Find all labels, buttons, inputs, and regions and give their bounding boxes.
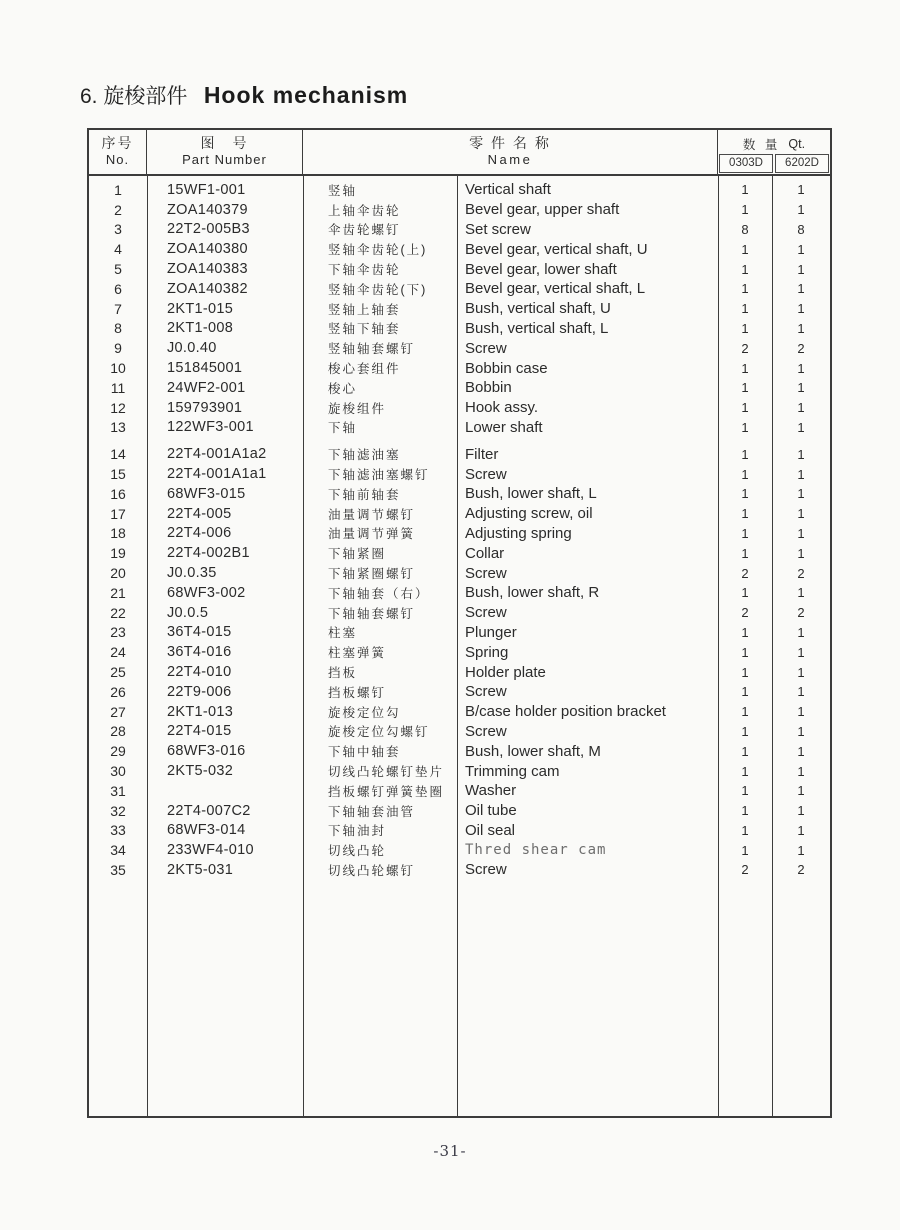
cell-qty-6202d: 1 xyxy=(797,664,805,680)
cell-name-chinese: 下轴轴套螺钉 xyxy=(328,606,416,621)
cell-name-english: Spring xyxy=(465,643,509,661)
cell-no: 33 xyxy=(110,822,126,839)
cell-name-english: Screw xyxy=(465,861,507,879)
cell-qty-6202d: 1 xyxy=(797,723,805,739)
cell-qty-0303d: 1 xyxy=(741,261,749,277)
cell-no: 15 xyxy=(110,466,126,483)
cell-part-number: 36T4-015 xyxy=(167,624,232,641)
cell-qty-0303d: 1 xyxy=(741,446,749,462)
cell-no: 21 xyxy=(110,584,126,601)
cell-qty-6202d: 2 xyxy=(797,565,805,581)
cell-qty-0303d: 1 xyxy=(741,743,749,759)
cell-qty-0303d: 1 xyxy=(741,466,749,482)
header-qty-models xyxy=(718,154,830,174)
table-column-divider xyxy=(772,174,773,1116)
cell-name-english: Hook assy. xyxy=(465,399,539,417)
cell-name-english: Collar xyxy=(465,544,505,562)
cell-qty-6202d: 1 xyxy=(797,704,805,720)
cell-qty-6202d: 1 xyxy=(797,380,805,396)
cell-no: 2 xyxy=(114,201,122,218)
cell-name-english: Bevel gear, vertical shaft, L xyxy=(465,280,646,298)
header-qty xyxy=(718,130,830,174)
header-qty-model-6202d: 6202D xyxy=(775,154,829,173)
cell-qty-6202d: 1 xyxy=(797,202,805,218)
cell-name-chinese: 挡板 xyxy=(328,666,358,681)
cell-name-chinese: 切线凸轮螺钉垫片 xyxy=(328,765,445,779)
cell-part-number: 233WF4-010 xyxy=(167,842,254,859)
cell-name-chinese: 竖轴伞齿轮(下) xyxy=(328,282,428,297)
cell-name-chinese: 挡板螺钉弹簧垫圈 xyxy=(328,784,445,799)
cell-qty-6202d: 1 xyxy=(797,545,805,561)
cell-name-chinese: 下轴 xyxy=(328,421,358,436)
cell-no: 20 xyxy=(110,565,126,582)
cell-name-chinese: 下轴滤油塞 xyxy=(328,448,401,463)
cell-qty-0303d: 2 xyxy=(741,340,749,356)
cell-name-english: B/case holder position bracket xyxy=(465,703,666,721)
cell-qty-6202d: 1 xyxy=(797,182,805,198)
cell-name-chinese: 柱塞 xyxy=(328,626,358,641)
cell-no: 18 xyxy=(110,525,126,542)
cell-name-english: Lower shaft xyxy=(465,418,543,436)
cell-no: 23 xyxy=(110,624,126,641)
cell-qty-0303d: 1 xyxy=(741,281,749,297)
cell-part-number: 22T9-006 xyxy=(167,683,232,700)
cell-name-chinese: 下轴伞齿轮 xyxy=(328,263,401,278)
cell-part-number: 24WF2-001 xyxy=(167,379,246,396)
cell-part-number: 68WF3-016 xyxy=(167,743,246,760)
cell-part-number: 22T4-005 xyxy=(167,505,232,522)
cell-qty-0303d: 1 xyxy=(741,585,749,601)
header-no xyxy=(89,130,147,174)
cell-no: 6 xyxy=(114,280,122,297)
cell-part-number: 2KT5-031 xyxy=(167,861,234,878)
cell-qty-0303d: 1 xyxy=(741,202,749,218)
cell-qty-6202d: 2 xyxy=(797,862,805,878)
cell-no: 27 xyxy=(110,703,126,720)
cell-name-chinese: 竖轴伞齿轮(上) xyxy=(328,243,428,258)
cell-qty-0303d: 1 xyxy=(741,400,749,416)
cell-qty-6202d: 1 xyxy=(797,763,805,779)
cell-part-number: ZOA140379 xyxy=(167,201,248,218)
cell-name-english: Holder plate xyxy=(465,663,546,681)
cell-qty-6202d: 2 xyxy=(797,605,805,621)
cell-qty-0303d: 2 xyxy=(741,862,749,878)
cell-qty-6202d: 1 xyxy=(797,241,805,257)
cell-qty-6202d: 1 xyxy=(797,743,805,759)
cell-name-english: Screw xyxy=(465,465,507,483)
cell-part-number: 22T4-002B1 xyxy=(167,545,250,562)
cell-no: 7 xyxy=(114,300,122,317)
section-title-english: Hook mechanism xyxy=(203,82,409,108)
cell-qty-6202d: 1 xyxy=(797,360,805,376)
cell-no: 26 xyxy=(110,683,126,700)
cell-part-number: 151845001 xyxy=(167,360,243,377)
header-qty-label xyxy=(718,130,830,154)
cell-name-chinese: 下轴紧圈螺钉 xyxy=(328,567,416,582)
cell-no: 29 xyxy=(110,743,126,760)
cell-qty-0303d: 2 xyxy=(741,565,749,581)
cell-qty-6202d: 2 xyxy=(797,340,805,356)
cell-qty-6202d: 8 xyxy=(797,221,805,237)
cell-part-number: 2KT1-013 xyxy=(167,703,234,720)
cell-name-english: Bush, vertical shaft, L xyxy=(465,319,609,337)
cell-name-chinese: 旋梭定位勾螺钉 xyxy=(328,725,430,740)
cell-qty-0303d: 1 xyxy=(741,545,749,561)
cell-qty-6202d: 1 xyxy=(797,261,805,277)
cell-qty-0303d: 1 xyxy=(741,360,749,376)
cell-part-number: J0.0.35 xyxy=(167,565,217,582)
cell-qty-0303d: 1 xyxy=(741,644,749,660)
header-name-chinese: 零 件 名 称 xyxy=(469,135,551,151)
cell-qty-6202d: 1 xyxy=(797,281,805,297)
cell-qty-0303d: 1 xyxy=(741,803,749,819)
header-name xyxy=(303,130,718,174)
cell-no: 5 xyxy=(114,261,122,278)
cell-qty-0303d: 1 xyxy=(741,182,749,198)
cell-name-english: Oil tube xyxy=(465,802,517,820)
table-column-divider xyxy=(457,174,458,1116)
cell-name-english: Vertical shaft xyxy=(465,181,551,199)
cell-qty-0303d: 1 xyxy=(741,525,749,541)
cell-qty-6202d: 1 xyxy=(797,525,805,541)
cell-part-number: 22T4-015 xyxy=(167,723,232,740)
cell-part-number: 15WF1-001 xyxy=(167,181,246,198)
page-title xyxy=(80,80,408,110)
cell-qty-6202d: 1 xyxy=(797,783,805,799)
header-no-english: No. xyxy=(105,152,130,167)
cell-qty-6202d: 1 xyxy=(797,486,805,502)
cell-no: 22 xyxy=(110,604,126,621)
cell-name-chinese: 竖轴下轴套 xyxy=(328,322,401,337)
cell-part-number: 159793901 xyxy=(167,399,243,416)
cell-name-english: Screw xyxy=(465,339,507,357)
cell-name-english: Plunger xyxy=(465,623,517,641)
cell-part-number: 2KT1-008 xyxy=(167,320,234,337)
header-qty-chinese: 数 量 xyxy=(742,137,781,152)
cell-name-english: Bevel gear, vertical shaft, U xyxy=(465,240,648,258)
header-qty-english: Qt. xyxy=(788,136,806,151)
cell-no: 30 xyxy=(110,763,126,779)
cell-name-english: Bobbin case xyxy=(465,359,548,377)
cell-name-chinese: 油量调节弹簧 xyxy=(328,527,416,542)
cell-part-number: J0.0.40 xyxy=(167,340,217,357)
cell-no: 14 xyxy=(110,446,126,463)
cell-name-english: Oil seal xyxy=(465,821,516,839)
cell-name-chinese: 旋梭组件 xyxy=(328,401,387,416)
cell-no: 9 xyxy=(114,340,122,357)
cell-qty-0303d: 1 xyxy=(741,842,749,858)
cell-name-english: Screw xyxy=(465,722,507,740)
cell-qty-0303d: 1 xyxy=(741,704,749,720)
section-title-chinese: 6. 旋梭部件 xyxy=(80,85,188,108)
cell-part-number: J0.0.5 xyxy=(167,604,209,621)
cell-qty-6202d: 1 xyxy=(797,842,805,858)
cell-qty-6202d: 1 xyxy=(797,803,805,819)
page-number: -31- xyxy=(433,1142,467,1160)
cell-name-english: Bevel gear, lower shaft xyxy=(465,260,617,278)
cell-part-number: 22T4-007C2 xyxy=(167,802,251,819)
header-name-english: Name xyxy=(487,152,533,167)
cell-part-number: 22T4-010 xyxy=(167,664,232,681)
header-qty-model-0303d: 0303D xyxy=(719,154,773,173)
cell-no: 32 xyxy=(110,802,126,819)
cell-qty-0303d: 1 xyxy=(741,419,749,435)
cell-qty-0303d: 1 xyxy=(741,320,749,336)
cell-name-chinese: 下轴轴套油管 xyxy=(328,804,416,819)
cell-no: 34 xyxy=(110,842,126,859)
cell-qty-6202d: 1 xyxy=(797,320,805,336)
cell-no: 3 xyxy=(114,221,122,238)
cell-qty-0303d: 1 xyxy=(741,684,749,700)
cell-part-number: 22T4-001A1a1 xyxy=(167,466,267,483)
cell-name-chinese: 竖轴 xyxy=(328,183,358,198)
cell-name-english: Bush, lower shaft, L xyxy=(465,485,597,503)
cell-no: 31 xyxy=(110,782,126,799)
cell-part-number: ZOA140383 xyxy=(167,261,248,278)
cell-part-number: 68WF3-015 xyxy=(167,485,246,502)
cell-no: 35 xyxy=(110,861,126,878)
cell-name-english: Screw xyxy=(465,564,507,582)
cell-qty-0303d: 8 xyxy=(741,221,749,237)
cell-name-english: Set screw xyxy=(465,220,531,238)
header-no-chinese: 序号 xyxy=(101,135,134,151)
cell-name-chinese: 下轴滤油塞螺钉 xyxy=(328,468,430,483)
cell-name-english: Bush, vertical shaft, U xyxy=(465,300,611,318)
cell-part-number: 36T4-016 xyxy=(167,644,232,661)
cell-part-number: 22T4-006 xyxy=(167,525,232,542)
cell-qty-6202d: 1 xyxy=(797,466,805,482)
cell-no: 13 xyxy=(110,419,126,436)
cell-name-chinese: 下轴中轴套 xyxy=(328,745,401,760)
cell-name-english: Screw xyxy=(465,683,507,701)
cell-qty-0303d: 1 xyxy=(741,822,749,838)
cell-name-chinese: 油量调节螺钉 xyxy=(328,507,416,522)
cell-no: 28 xyxy=(110,723,126,740)
cell-name-english: Adjusting screw, oil xyxy=(465,505,593,523)
header-part-number-english: Part Number xyxy=(182,152,267,167)
cell-qty-0303d: 1 xyxy=(741,763,749,779)
cell-qty-6202d: 1 xyxy=(797,446,805,462)
cell-name-english: Bevel gear, upper shaft xyxy=(465,201,620,219)
cell-name-chinese: 柱塞弹簧 xyxy=(328,646,387,661)
table-header xyxy=(89,130,830,176)
cell-name-english: Thred shear cam xyxy=(465,842,607,859)
cell-qty-0303d: 1 xyxy=(741,624,749,640)
cell-qty-0303d: 1 xyxy=(741,380,749,396)
cell-part-number: ZOA140380 xyxy=(167,241,248,258)
cell-name-chinese: 梭心套组件 xyxy=(328,362,401,377)
cell-name-english: Adjusting spring xyxy=(465,524,572,542)
cell-name-chinese: 切线凸轮螺钉 xyxy=(328,863,416,878)
cell-no: 17 xyxy=(110,505,126,522)
cell-no: 12 xyxy=(110,399,126,416)
cell-name-chinese: 下轴紧圈 xyxy=(328,547,387,562)
cell-name-english: Bush, lower shaft, R xyxy=(465,584,600,602)
cell-qty-6202d: 1 xyxy=(797,400,805,416)
cell-name-chinese: 挡板螺钉 xyxy=(328,685,387,700)
cell-qty-0303d: 1 xyxy=(741,506,749,522)
cell-qty-0303d: 1 xyxy=(741,486,749,502)
cell-no: 24 xyxy=(110,644,126,661)
cell-qty-0303d: 1 xyxy=(741,301,749,317)
cell-name-chinese: 切线凸轮 xyxy=(328,844,387,859)
cell-qty-6202d: 1 xyxy=(797,644,805,660)
cell-name-chinese: 伞齿轮螺钉 xyxy=(328,223,401,238)
cell-name-chinese: 下轴轴套（右） xyxy=(328,586,430,601)
cell-name-chinese: 竖轴轴套螺钉 xyxy=(328,342,416,357)
cell-name-english: Bush, lower shaft, M xyxy=(465,742,601,760)
cell-name-chinese: 下轴油封 xyxy=(328,824,387,839)
cell-part-number: ZOA140382 xyxy=(167,280,248,297)
cell-no: 25 xyxy=(110,664,126,681)
cell-no: 8 xyxy=(114,320,122,337)
cell-no: 19 xyxy=(110,545,126,562)
cell-no: 1 xyxy=(114,181,122,198)
cell-no: 4 xyxy=(114,241,122,258)
cell-qty-6202d: 1 xyxy=(797,684,805,700)
cell-part-number: 68WF3-002 xyxy=(167,584,246,601)
cell-qty-0303d: 1 xyxy=(741,783,749,799)
cell-no: 11 xyxy=(110,379,126,396)
cell-qty-6202d: 1 xyxy=(797,822,805,838)
cell-part-number: 2KT5-032 xyxy=(167,763,234,779)
cell-qty-0303d: 1 xyxy=(741,723,749,739)
parts-table xyxy=(87,128,832,1118)
cell-no: 16 xyxy=(110,485,126,502)
cell-name-chinese: 梭心 xyxy=(328,381,358,396)
cell-part-number: 22T2-005B3 xyxy=(167,221,250,238)
cell-name-english: Bobbin xyxy=(465,379,512,397)
cell-part-number: 122WF3-001 xyxy=(167,419,254,436)
table-column-divider xyxy=(147,174,148,1116)
table-column-divider xyxy=(718,174,719,1116)
cell-part-number: 68WF3-014 xyxy=(167,822,246,839)
cell-qty-6202d: 1 xyxy=(797,506,805,522)
cell-part-number: 2KT1-015 xyxy=(167,300,234,317)
cell-name-chinese: 上轴伞齿轮 xyxy=(328,203,401,218)
cell-name-english: Washer xyxy=(465,782,517,800)
header-part-number xyxy=(147,130,303,174)
cell-qty-6202d: 1 xyxy=(797,624,805,640)
table-column-divider xyxy=(303,174,304,1116)
cell-qty-0303d: 1 xyxy=(741,241,749,257)
cell-name-chinese: 竖轴上轴套 xyxy=(328,302,401,317)
cell-name-english: Screw xyxy=(465,604,507,622)
cell-qty-6202d: 1 xyxy=(797,585,805,601)
cell-part-number: 22T4-001A1a2 xyxy=(167,446,267,463)
cell-name-english: Filter xyxy=(465,445,499,463)
cell-qty-0303d: 1 xyxy=(741,664,749,680)
header-part-number-chinese: 图 号 xyxy=(200,135,249,151)
cell-name-chinese: 旋梭定位勾 xyxy=(328,705,401,720)
cell-qty-6202d: 1 xyxy=(797,301,805,317)
cell-qty-0303d: 2 xyxy=(741,605,749,621)
cell-qty-6202d: 1 xyxy=(797,419,805,435)
cell-no: 10 xyxy=(110,360,126,377)
cell-name-english: Trimming cam xyxy=(465,762,560,780)
cell-name-chinese: 下轴前轴套 xyxy=(328,487,401,502)
